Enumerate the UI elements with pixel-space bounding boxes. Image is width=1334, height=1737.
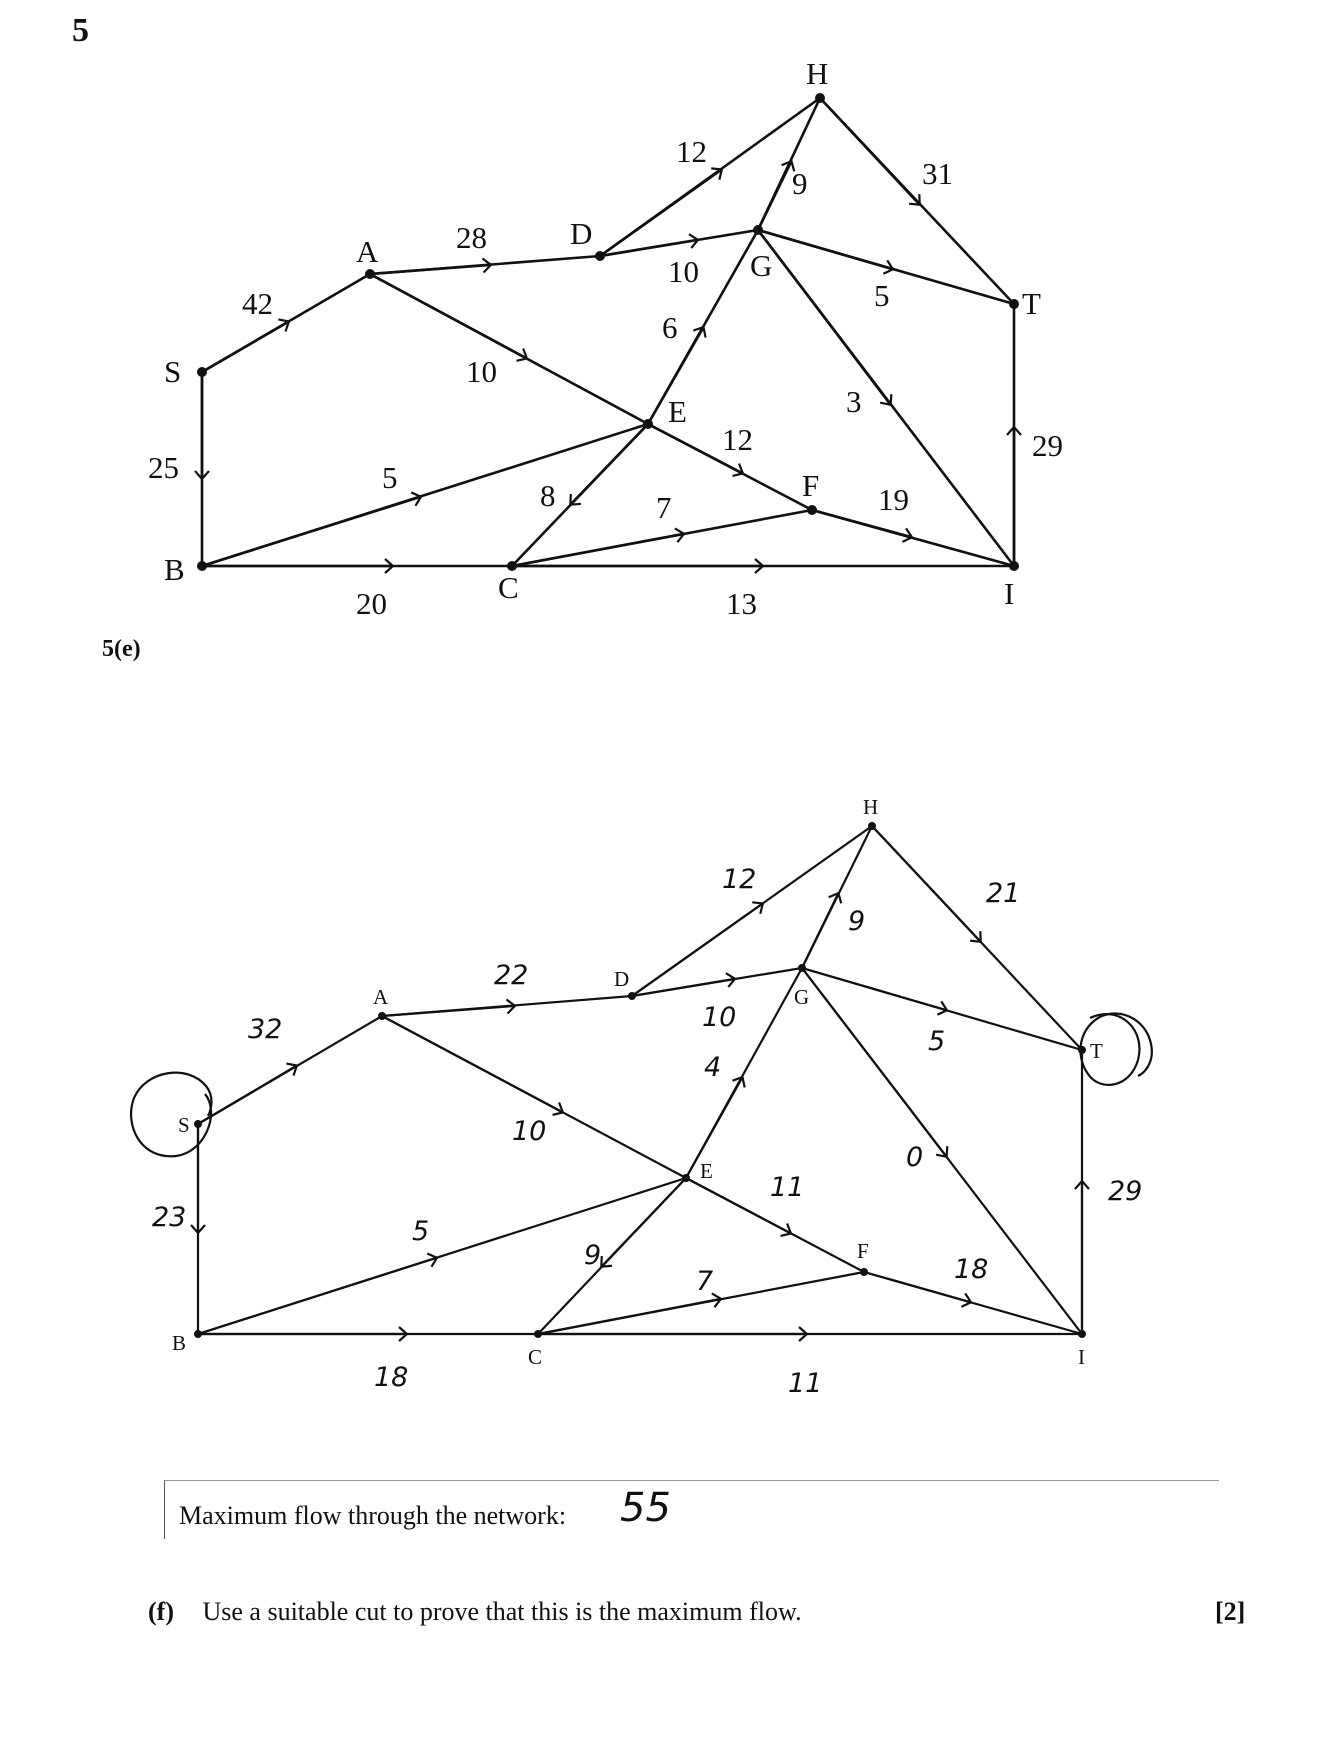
flow-bot-EF: 11 — [770, 1172, 805, 1203]
flow-labels-bottom — [152, 864, 1142, 1399]
node-label-top-A: A — [356, 234, 379, 269]
flow-bot-CF: 7 — [696, 1266, 714, 1297]
answer-label: Maximum flow through the network: — [179, 1501, 567, 1530]
node-label-top-T: T — [1022, 286, 1041, 321]
flow-bot-BE: 5 — [412, 1216, 430, 1247]
edge-bot-DG — [632, 968, 802, 996]
flow-bot-DH: 12 — [722, 864, 757, 895]
edge-top-HT — [820, 98, 1014, 304]
node-label-top-S: S — [164, 354, 182, 389]
part-f-text: Use a suitable cut to prove that this is the maximum flow. — [202, 1597, 802, 1626]
cap-top-DG: 10 — [668, 254, 699, 289]
marks-badge: [2] — [1215, 1597, 1246, 1626]
edge-bot-DH — [632, 826, 872, 996]
edge-top-AE — [370, 274, 648, 424]
circled-source-sink — [131, 1013, 1152, 1156]
node-top-G — [753, 225, 763, 235]
cap-top-EG: 6 — [662, 310, 678, 345]
node-label-top-H: H — [806, 56, 829, 91]
edge-top-GH — [758, 98, 820, 230]
edge-top-FI — [812, 510, 1014, 566]
node-bot-H — [868, 822, 876, 830]
flow-bot-HT: 21 — [986, 878, 1021, 909]
flow-bot-SB: 23 — [152, 1202, 187, 1233]
node-bot-S — [194, 1120, 202, 1128]
flow-bot-CI: 11 — [788, 1368, 823, 1399]
flow-bot-BC: 18 — [374, 1362, 409, 1393]
cap-top-BC: 20 — [356, 586, 387, 621]
flow-bot-GT: 5 — [928, 1026, 946, 1057]
flow-bot-SA: 32 — [248, 1014, 283, 1045]
node-top-D — [595, 251, 605, 261]
node-top-T — [1009, 299, 1019, 309]
node-bot-G — [798, 964, 806, 972]
cap-top-GH: 9 — [792, 166, 808, 201]
question-number: 5 — [72, 12, 89, 49]
node-top-S — [197, 367, 207, 377]
node-bot-D — [628, 992, 636, 1000]
node-top-A — [365, 269, 375, 279]
flow-bot-AE: 10 — [512, 1116, 547, 1147]
edge-bot-SA — [198, 1016, 382, 1124]
node-label-bot-T: T — [1090, 1039, 1103, 1063]
part-e-label: 5(e) — [102, 636, 141, 662]
cap-top-FI: 19 — [878, 482, 909, 517]
nodes-bottom — [194, 822, 1086, 1338]
edge-top-DG — [600, 230, 758, 256]
node-label-bot-G: G — [794, 985, 810, 1009]
cap-top-SA: 42 — [242, 286, 273, 321]
source-circle — [131, 1073, 211, 1157]
edge-top-SA — [202, 274, 370, 372]
flow-bot-GH: 9 — [848, 906, 866, 937]
node-label-bot-I: I — [1078, 1345, 1085, 1369]
node-label-top-G: G — [750, 248, 773, 283]
node-label-bot-S: S — [178, 1113, 190, 1137]
cap-top-BE: 5 — [382, 460, 398, 495]
node-label-bot-D: D — [614, 967, 630, 991]
flow-bot-AD: 22 — [494, 960, 529, 991]
node-bot-A — [378, 1012, 386, 1020]
node-label-bot-C: C — [528, 1345, 543, 1369]
cap-top-AD: 28 — [456, 220, 487, 255]
node-label-bot-H: H — [863, 795, 879, 819]
edge-top-DH — [600, 98, 820, 256]
node-bot-I — [1078, 1330, 1086, 1338]
cap-top-IT: 29 — [1032, 428, 1063, 463]
answer-box — [164, 1480, 1219, 1539]
cap-top-GT: 5 — [874, 278, 890, 313]
node-top-B — [197, 561, 207, 571]
edge-bot-AE — [382, 1016, 686, 1178]
cap-top-EF: 12 — [722, 422, 753, 457]
flow-bot-GI: 0 — [906, 1142, 924, 1173]
edge-bot-GH — [802, 826, 872, 968]
node-label-top-E: E — [668, 394, 687, 429]
node-label-top-B: B — [164, 552, 185, 587]
node-label-bot-A: A — [373, 985, 389, 1009]
cap-top-CF: 7 — [656, 490, 672, 525]
node-bot-B — [194, 1330, 202, 1338]
node-top-E — [643, 419, 653, 429]
node-label-bot-F: F — [857, 1239, 869, 1263]
node-bot-T — [1078, 1046, 1086, 1054]
node-label-top-I: I — [1004, 576, 1015, 611]
node-label-bot-E: E — [700, 1159, 713, 1183]
part-f-question — [148, 1597, 802, 1627]
node-label-bot-B: B — [172, 1331, 187, 1355]
node-top-F — [807, 505, 817, 515]
node-bot-E — [682, 1174, 690, 1182]
node-bot-C — [534, 1330, 542, 1338]
flow-bot-EG: 4 — [704, 1052, 722, 1083]
node-top-I — [1009, 561, 1019, 571]
cap-top-DH: 12 — [676, 134, 707, 169]
edge-top-AD — [370, 256, 600, 274]
cap-top-EC: 8 — [540, 478, 556, 513]
node-label-top-C: C — [498, 570, 519, 605]
node-bot-F — [860, 1268, 868, 1276]
edge-bot-HT — [872, 826, 1082, 1050]
answer-value[interactable]: 55 — [620, 1485, 671, 1531]
flow-bot-EC: 9 — [584, 1240, 602, 1271]
node-label-top-F: F — [802, 468, 820, 503]
cap-top-GI: 3 — [846, 384, 862, 419]
part-f-label: (f) — [148, 1597, 174, 1626]
node-labels-top — [164, 56, 1041, 611]
network-bottom — [198, 826, 1082, 1334]
cap-top-CI: 13 — [726, 586, 757, 621]
node-top-H — [815, 93, 825, 103]
flow-bot-IT: 29 — [1108, 1176, 1143, 1207]
cap-top-HT: 31 — [922, 156, 953, 191]
cap-top-AE: 10 — [466, 354, 497, 389]
edge-bot-GI — [802, 968, 1082, 1334]
flow-bot-DG: 10 — [702, 1002, 737, 1033]
node-label-top-D: D — [570, 216, 593, 251]
flow-bot-FI: 18 — [954, 1254, 989, 1285]
cap-top-SB: 25 — [148, 450, 179, 485]
edge-bot-AD — [382, 996, 632, 1016]
